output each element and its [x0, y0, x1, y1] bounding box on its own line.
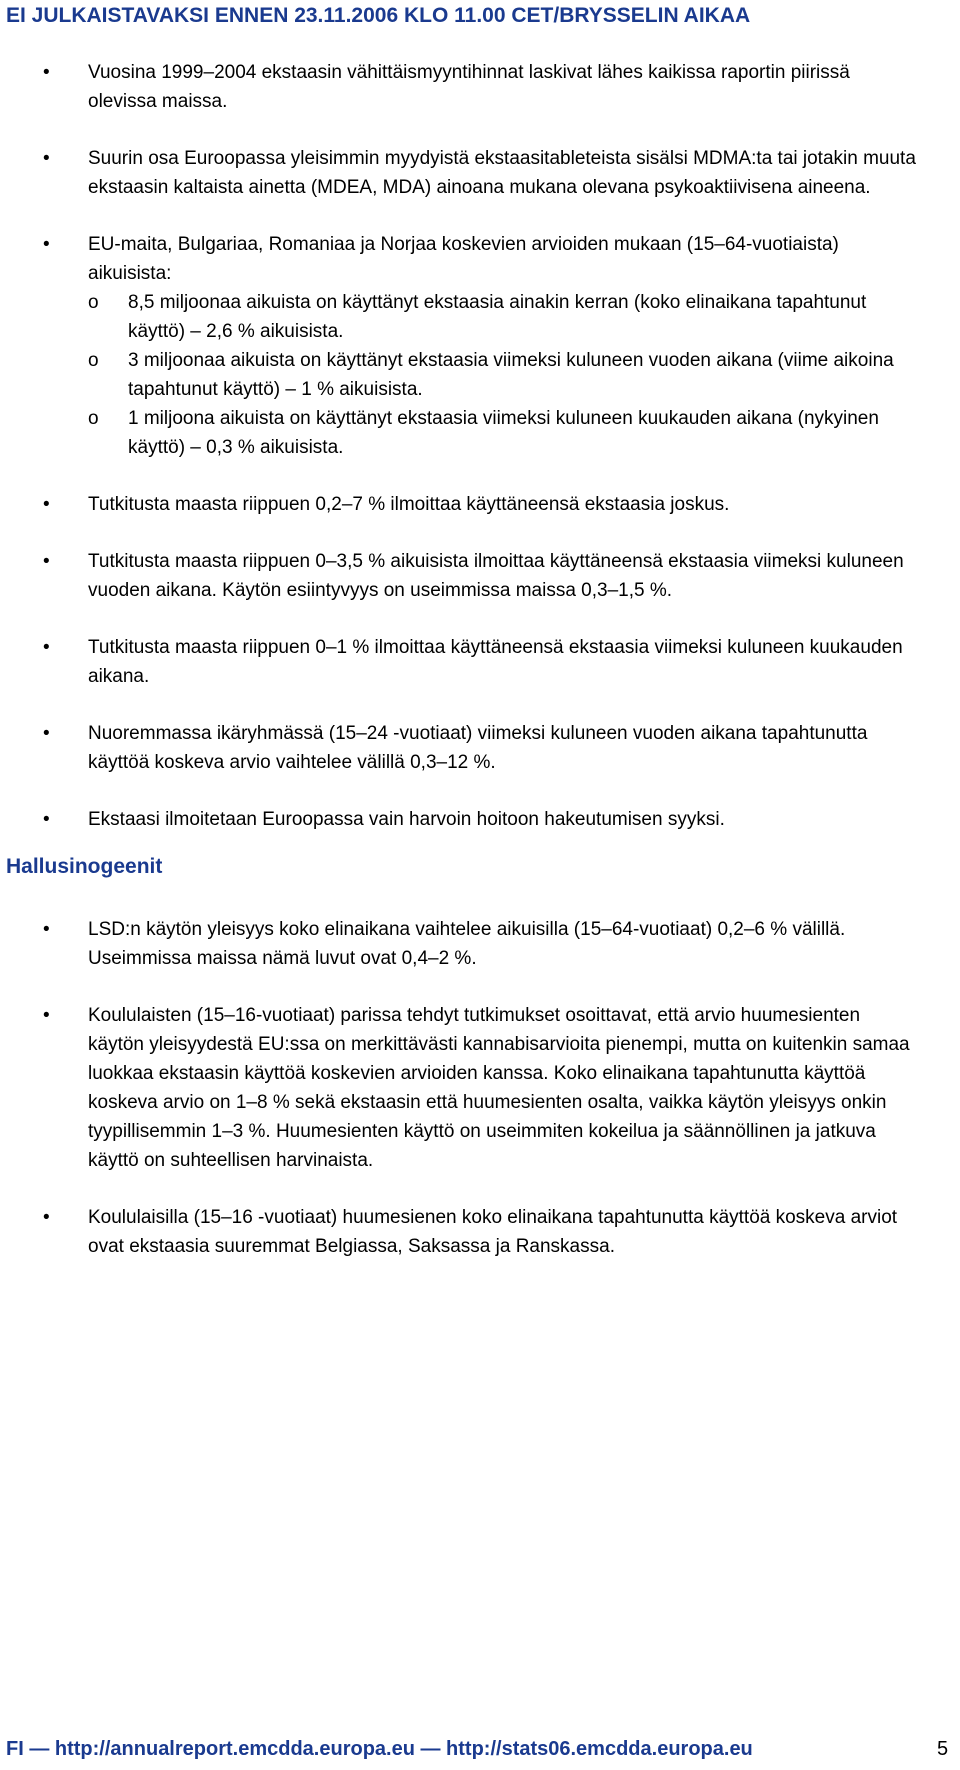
page-number: 5 — [937, 1738, 949, 1760]
list-item-text: Vuosina 1999–2004 ekstaasin vähittäismyyntihinnat laskivat lähes kaikissa raportin piirissä olevissa maissa. — [88, 62, 850, 112]
page-header: EI JULKAISTAVAKSI ENNEN 23.11.2006 KLO 11.00 CET/BRYSSELIN AIKAA — [6, 4, 751, 27]
bullet-icon: • — [43, 1207, 50, 1228]
sub-list-item — [88, 404, 920, 462]
bullet-icon: • — [43, 1005, 50, 1026]
bullet-icon: • — [43, 494, 50, 515]
sub-list-item — [88, 346, 920, 404]
sub-bullet-icon: o — [88, 350, 99, 371]
list-item-text: Tutkitusta maasta riippuen 0–3,5 % aikuisista ilmoittaa käyttäneensä ekstaasia viimeksi kuluneen vuoden aikana. Käytön esiintyvyys on useimmissa maissa 0,3–1,5 %. — [88, 551, 904, 601]
document-body — [0, 58, 960, 1289]
list-item — [0, 1203, 960, 1261]
list-item-text: Ekstaasi ilmoitetaan Euroopassa vain harvoin hoitoon hakeutumisen syyksi. — [88, 809, 725, 830]
estimates-intro: EU-maita, Bulgariaa, Romaniaa ja Norjaa koskevien arvioiden mukaan (15–64-vuotiaista) aikuisista: — [88, 234, 839, 284]
bullet-icon: • — [43, 809, 50, 830]
list-item — [0, 58, 960, 116]
bullet-icon: • — [43, 148, 50, 169]
list-item — [0, 144, 960, 202]
list-item — [0, 719, 960, 777]
sub-bullet-icon: o — [88, 408, 99, 429]
list-item — [0, 915, 960, 973]
bullet-icon: • — [43, 637, 50, 658]
list-item-text: Nuoremmassa ikäryhmässä (15–24 -vuotiaat) viimeksi kuluneen vuoden aikana tapahtunutta käyttöä koskeva arvio vaihtelee välillä 0,3–12 %. — [88, 723, 868, 773]
sub-list-item-text: 3 miljoonaa aikuista on käyttänyt ekstaasia viimeksi kuluneen vuoden aikana (viime aikoina tapahtunut käyttö) – 1 % aikuisista. — [128, 350, 894, 400]
sub-list-item-text: 1 miljoona aikuista on käyttänyt ekstaasia viimeksi kuluneen kuukauden aikana (nykyinen käyttö) – 0,3 % aikuisista. — [128, 408, 879, 458]
list-item — [0, 633, 960, 691]
bullet-icon: • — [43, 723, 50, 744]
page-footer: FI — http://annualreport.emcdda.europa.eu — http://stats06.emcdda.europa.eu — [6, 1738, 753, 1760]
list-item — [0, 805, 960, 834]
list-item-text: Koululaisilla (15–16 -vuotiaat) huumesienen koko elinaikana tapahtunutta käyttöä koskeva arviot ovat ekstaasia suuremmat Belgiassa, Saksassa ja Ranskassa. — [88, 1207, 898, 1257]
bullet-icon: • — [43, 551, 50, 572]
list-item-estimates — [0, 230, 960, 462]
sub-list-item-text: 8,5 miljoonaa aikuista on käyttänyt ekstaasia ainakin kerran (koko elinaikana tapahtunut käyttö) – 2,6 % aikuisista. — [128, 292, 867, 342]
list-item — [0, 547, 960, 605]
sub-bullet-icon: o — [88, 292, 99, 313]
list-item — [0, 1001, 960, 1175]
section-title: Hallusinogeenit — [6, 855, 163, 878]
list-item-text: Suurin osa Euroopassa yleisimmin myydyistä ekstaasitableteista sisälsi MDMA:ta tai jotakin muuta ekstaasin kaltaista ainetta (MDEA, MDA) ainoana mukana olevana psykoaktiivisena aineena. — [88, 148, 916, 198]
bullet-icon: • — [43, 919, 50, 940]
sub-list-item — [88, 288, 920, 346]
list-item-text: Tutkitusta maasta riippuen 0–1 % ilmoittaa käyttäneensä ekstaasia viimeksi kuluneen kuukauden aikana. — [88, 637, 903, 687]
list-item-text: Koululaisten (15–16-vuotiaat) parissa tehdyt tutkimukset osoittavat, että arvio huumesienten käytön yleisyydestä EU:ssa on merkittävästi kannabisarvioita pienempi, mutta on kuitenkin samaa luokkaa ekstaasin käyttöä koskevien arvioiden kanssa. Koko elinaikana tapahtunutta käyttöä koskeva arvio on 1–8 % sekä ekstaasin että huumesienten osalta, vaikka käytön yleisyys onkin tyypillisemmin 1–3 %. Huumesienten käyttö on useimmiten kokeilua ja säännöllinen ja jatkuva käyttö on suhteellisen harvinaista. — [88, 1005, 910, 1171]
list-item — [0, 490, 960, 519]
bullet-icon: • — [43, 234, 50, 255]
list-item-text: LSD:n käytön yleisyys koko elinaikana vaihtelee aikuisilla (15–64-vuotiaat) 0,2–6 % välillä. Useimmissa maissa nämä luvut ovat 0,4–2 %. — [88, 919, 846, 969]
list-item-text: Tutkitusta maasta riippuen 0,2–7 % ilmoittaa käyttäneensä ekstaasia joskus. — [88, 494, 730, 515]
bullet-icon: • — [43, 62, 50, 83]
